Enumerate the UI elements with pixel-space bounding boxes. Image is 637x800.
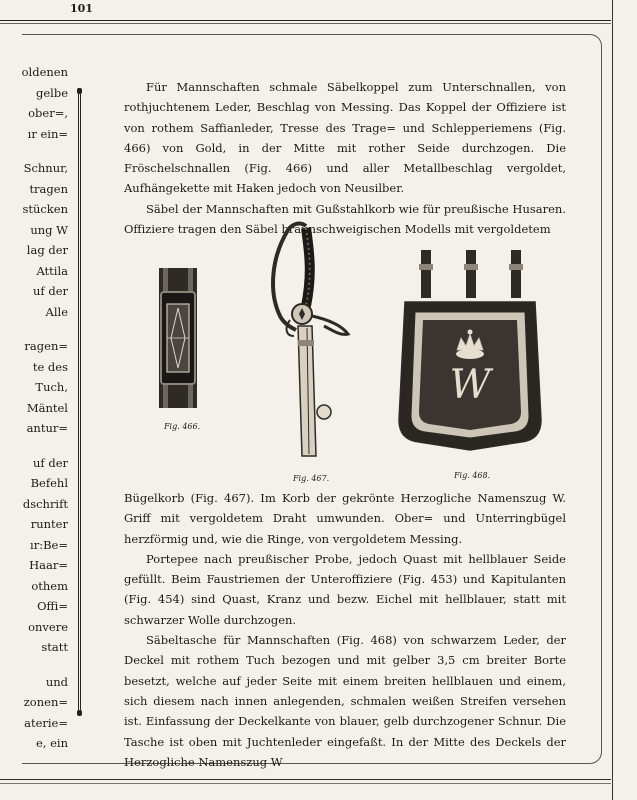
left-column-line: antur=	[26, 421, 68, 435]
bottom-rule	[0, 779, 611, 780]
paragraph-saebel: Säbel der Mannschaften mit Gußstahlkorb wie für preußische Husaren. Offiziere tragen den Säbel braunschweigischen Modells mit vergoldetem	[124, 201, 566, 237]
left-column-line	[0, 658, 68, 672]
left-column-line: runter	[30, 517, 68, 531]
left-column-line: uf der	[33, 284, 68, 298]
left-column-line: Tuch,	[35, 380, 68, 394]
left-column-line: e, ein	[35, 736, 68, 750]
left-column-line: lag der	[26, 243, 68, 257]
left-column-line: ragen=	[24, 339, 68, 353]
left-column-line: Mäntel	[26, 400, 68, 415]
lower-paragraph: Portepee nach preußischer Probe, jedoch Quast mit hellblauer Seide gefüllt. Beim Faustriemen der Unteroffiziere (Fig. 453) und Kapitulanten (Fig. 454) sind Quast, Kranz und bezw. Eichel mit hellblauer, statt mit schwarzer Wolle durchzogen.	[124, 551, 566, 627]
left-column-line: tragen	[29, 181, 68, 196]
left-column-line: Haar=	[29, 558, 68, 572]
figure-467-sabre	[240, 216, 360, 466]
left-column-line: ober=,	[28, 106, 68, 120]
lower-paragraph: Säbeltasche für Mannschaften (Fig. 468) von schwarzem Leder, der Deckel mit rothem Tuch bezogen und mit gelber 3,5 cm breiter Borte besetzt, welche auf jeder Seite mit einem breiten hellblauen und einem, sich diesem nach innen anlegenden, schmalen weißen Streifen versehen ist. Einfassung der Deckelkante von blauer, gelb durchzogener Schnur. Die Tasche ist oben mit Juchtenleder eingefaßt. In der Mitte des Deckels der Herzogliche Namenszug W	[124, 633, 566, 769]
figure-group	[150, 216, 560, 486]
column-divider	[77, 88, 82, 716]
left-column-line: ır ein=	[27, 126, 68, 141]
top-rule-secondary	[0, 23, 611, 24]
bottom-rule-secondary	[0, 783, 611, 784]
left-column-line	[0, 322, 68, 336]
figure-468-sabretache	[395, 250, 545, 462]
left-column-line: zonen=	[23, 695, 68, 709]
left-column-line: Attila	[36, 263, 68, 278]
lower-text-block	[124, 488, 566, 772]
page-edge	[612, 0, 613, 800]
left-column-line: ır:Be=	[30, 537, 68, 552]
left-column-line: ung W	[30, 222, 68, 237]
left-column-line: uf der	[33, 455, 68, 470]
left-column-line: oldenen	[21, 65, 68, 79]
left-column-line: stücken	[22, 202, 68, 216]
caption-fig-468: Fig. 468.	[454, 471, 491, 480]
left-column-line: Alle	[45, 304, 68, 319]
top-rule	[0, 20, 611, 21]
left-column-line: statt	[41, 640, 68, 654]
left-column-line: Befehl	[30, 476, 68, 490]
left-column-line: dschrift	[22, 496, 68, 511]
page-number: 101	[70, 2, 93, 15]
left-column-line: othem	[31, 578, 68, 593]
left-column-line	[0, 439, 68, 453]
caption-fig-467: Fig. 467.	[293, 474, 330, 483]
left-column-line	[0, 144, 68, 158]
left-column-line: Offi=	[37, 599, 68, 613]
paragraph-koppel: Für Mannschaften schmale Säbelkoppel zum Unterschnallen, von rothjuchtenem Leder, Beschlag von Messing. Das Koppel der Offiziere ist von rothem Saffianleder, Tresse des Trage= und Schlepperiemens (Fig. 466) von Gold, in der Mitte mit rother Seide durchzogen. Die Fröschelschnallen (Fig. 466) und aller Metallbeschlag vergoldet, Aufhängekette mit Haken jedoch von Neusilber.	[124, 80, 566, 196]
figure-466-buckle	[155, 268, 201, 408]
left-column-line: aterie=	[24, 715, 68, 730]
left-column-line: und	[45, 674, 68, 689]
left-column-fragment	[0, 62, 68, 754]
caption-fig-466: Fig. 466.	[164, 422, 201, 431]
left-column-line: gelbe	[35, 85, 68, 100]
monogram-w: W	[449, 362, 491, 408]
lower-paragraph: Bügelkorb (Fig. 467). Im Korb der gekrönte Herzogliche Namenszug W. Griff mit vergoldetem Draht umwunden. Ober= und Unterringbügel herzförmig und, wie die Ringe, von vergoldetem Messing.	[124, 491, 566, 546]
left-column-line: Schnur,	[23, 161, 68, 175]
left-column-line: onvere	[28, 619, 68, 634]
left-column-line: te des	[32, 359, 68, 374]
